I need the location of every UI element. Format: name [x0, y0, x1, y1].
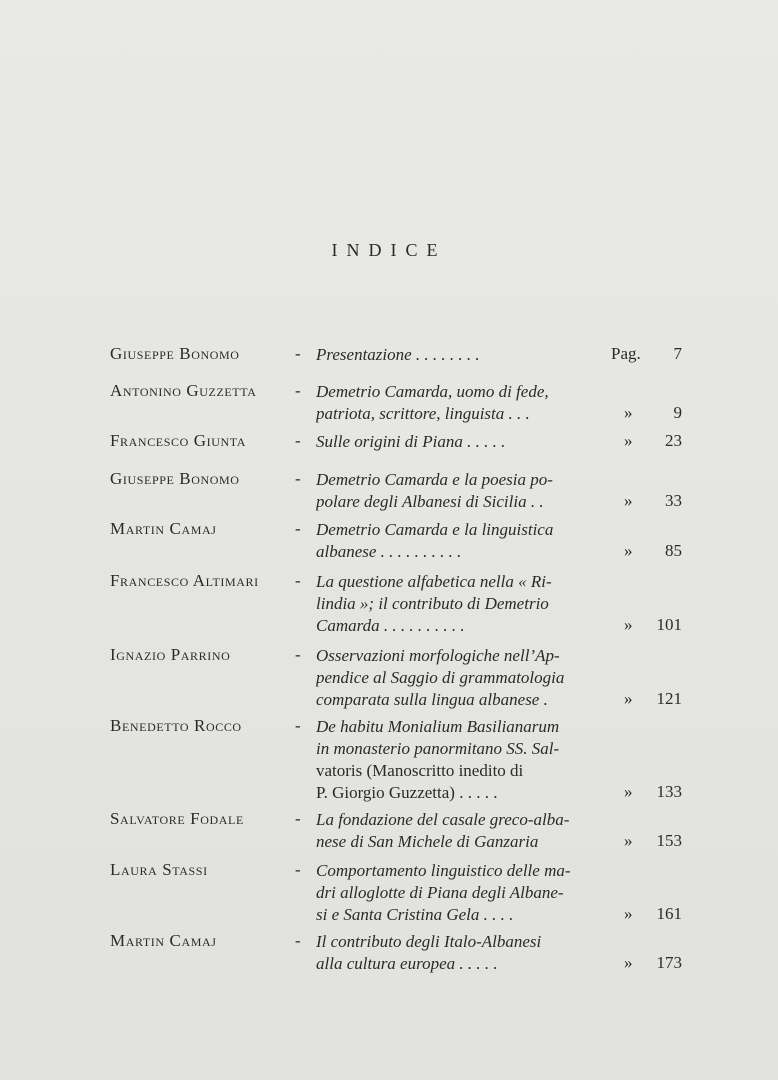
- entry-author: Salvatore Fodale: [110, 809, 244, 828]
- page-number: 173: [656, 953, 682, 972]
- entry-title-line: nese di San Michele di Ganzaria: [316, 832, 539, 851]
- page-number: 85: [665, 541, 682, 560]
- entry-title-line: Camarda . . . . . . . . . .: [316, 616, 465, 635]
- entry-author: Benedetto Rocco: [110, 716, 242, 735]
- entry-author: Laura Stassi: [110, 860, 208, 879]
- entry-title-line: Demetrio Camarda e la poesia po-: [316, 470, 553, 489]
- page-marker: »: [624, 904, 633, 923]
- entry-title: [316, 571, 600, 637]
- page-marker: »: [624, 953, 633, 972]
- page-number: 121: [656, 689, 682, 708]
- entry-title-line: Presentazione . . . . . . . .: [316, 345, 480, 364]
- entry-title-line: pendice al Saggio di grammatologia: [316, 668, 565, 687]
- entry-title-line: alla cultura europea . . . . .: [316, 954, 498, 973]
- entry-separator: -: [295, 381, 301, 400]
- entry-author: Antonino Guzzetta: [110, 381, 257, 400]
- entry-title-line: comparata sulla lingua albanese .: [316, 690, 548, 709]
- entry-title: [316, 716, 600, 804]
- page-marker: »: [624, 615, 633, 634]
- entry-title: [316, 431, 600, 453]
- entry-separator: -: [295, 344, 301, 363]
- entry-title-line: in monasterio panormitano SS. Sal-: [316, 739, 560, 758]
- page-marker: »: [624, 689, 633, 708]
- entry-author: Francesco Altimari: [110, 571, 259, 590]
- entry-title-line: La questione alfabetica nella « Ri-: [316, 572, 552, 591]
- entry-author: Ignazio Parrino: [110, 645, 231, 664]
- entry-title: [316, 344, 600, 366]
- entry-title-line: P. Giorgio Guzzetta) . . . . .: [316, 783, 498, 802]
- entry-title: [316, 381, 600, 425]
- entry-author: Giuseppe Bonomo: [110, 469, 240, 488]
- entry-separator: -: [295, 645, 301, 664]
- entry-title-line: lindia »; il contributo di Demetrio: [316, 594, 549, 613]
- entry-title-line: Demetrio Camarda, uomo di fede,: [316, 382, 549, 401]
- entry-separator: -: [295, 519, 301, 538]
- entry-title-line: albanese . . . . . . . . . .: [316, 542, 462, 561]
- entry-title: [316, 645, 600, 711]
- entry-title-line: De habitu Monialium Basilianarum: [316, 717, 560, 736]
- entry-title-line: Il contributo degli Italo-Albanesi: [316, 932, 542, 951]
- page-number: 133: [656, 782, 682, 801]
- page-marker: Pag.: [611, 344, 641, 363]
- entry-author: Martin Camaj: [110, 519, 217, 538]
- entry-title-line: vatoris (Manoscritto inedito di: [316, 761, 524, 780]
- entry-title: [316, 931, 600, 975]
- page-number: 33: [665, 491, 682, 510]
- entry-separator: -: [295, 716, 301, 735]
- entry-separator: -: [295, 860, 301, 879]
- entry-title-line: Comportamento linguistico delle ma-: [316, 861, 571, 880]
- entry-title: [316, 469, 600, 513]
- entry-separator: -: [295, 809, 301, 828]
- entry-author: Martin Camaj: [110, 931, 217, 950]
- page-number: 101: [656, 615, 682, 634]
- entry-title-line: patriota, scrittore, linguista . . .: [316, 404, 530, 423]
- page-marker: »: [624, 491, 633, 510]
- page-marker: »: [624, 541, 633, 560]
- entry-title: [316, 860, 600, 926]
- page-number: 7: [673, 344, 682, 363]
- entry-title: [316, 809, 600, 853]
- page-marker: »: [624, 782, 633, 801]
- entry-author: Giuseppe Bonomo: [110, 344, 240, 363]
- page-number: 161: [656, 904, 682, 923]
- page-number: 9: [673, 403, 682, 422]
- entry-title-line: Demetrio Camarda e la linguistica: [316, 520, 554, 539]
- page-number: 153: [656, 831, 682, 850]
- page-marker: »: [624, 403, 633, 422]
- entry-title-line: Osservazioni morfologiche nell’Ap-: [316, 646, 560, 665]
- page-marker: »: [624, 831, 633, 850]
- page-number: 23: [665, 431, 682, 450]
- entry-title-line: Sulle origini di Piana . . . . .: [316, 432, 506, 451]
- index-title: INDICE: [331, 240, 447, 260]
- entry-separator: -: [295, 431, 301, 450]
- entry-title-line: La fondazione del casale greco-alba-: [316, 810, 570, 829]
- entry-title-line: dri alloglotte di Piana degli Albane-: [316, 883, 564, 902]
- entry-separator: -: [295, 469, 301, 488]
- entry-title-line: polare degli Albanesi di Sicilia . .: [316, 492, 544, 511]
- entry-separator: -: [295, 931, 301, 950]
- entry-separator: -: [295, 571, 301, 590]
- entry-author: Francesco Giunta: [110, 431, 246, 450]
- entry-title: [316, 519, 600, 563]
- entry-title-line: si e Santa Cristina Gela . . . .: [316, 905, 514, 924]
- page-marker: »: [624, 431, 633, 450]
